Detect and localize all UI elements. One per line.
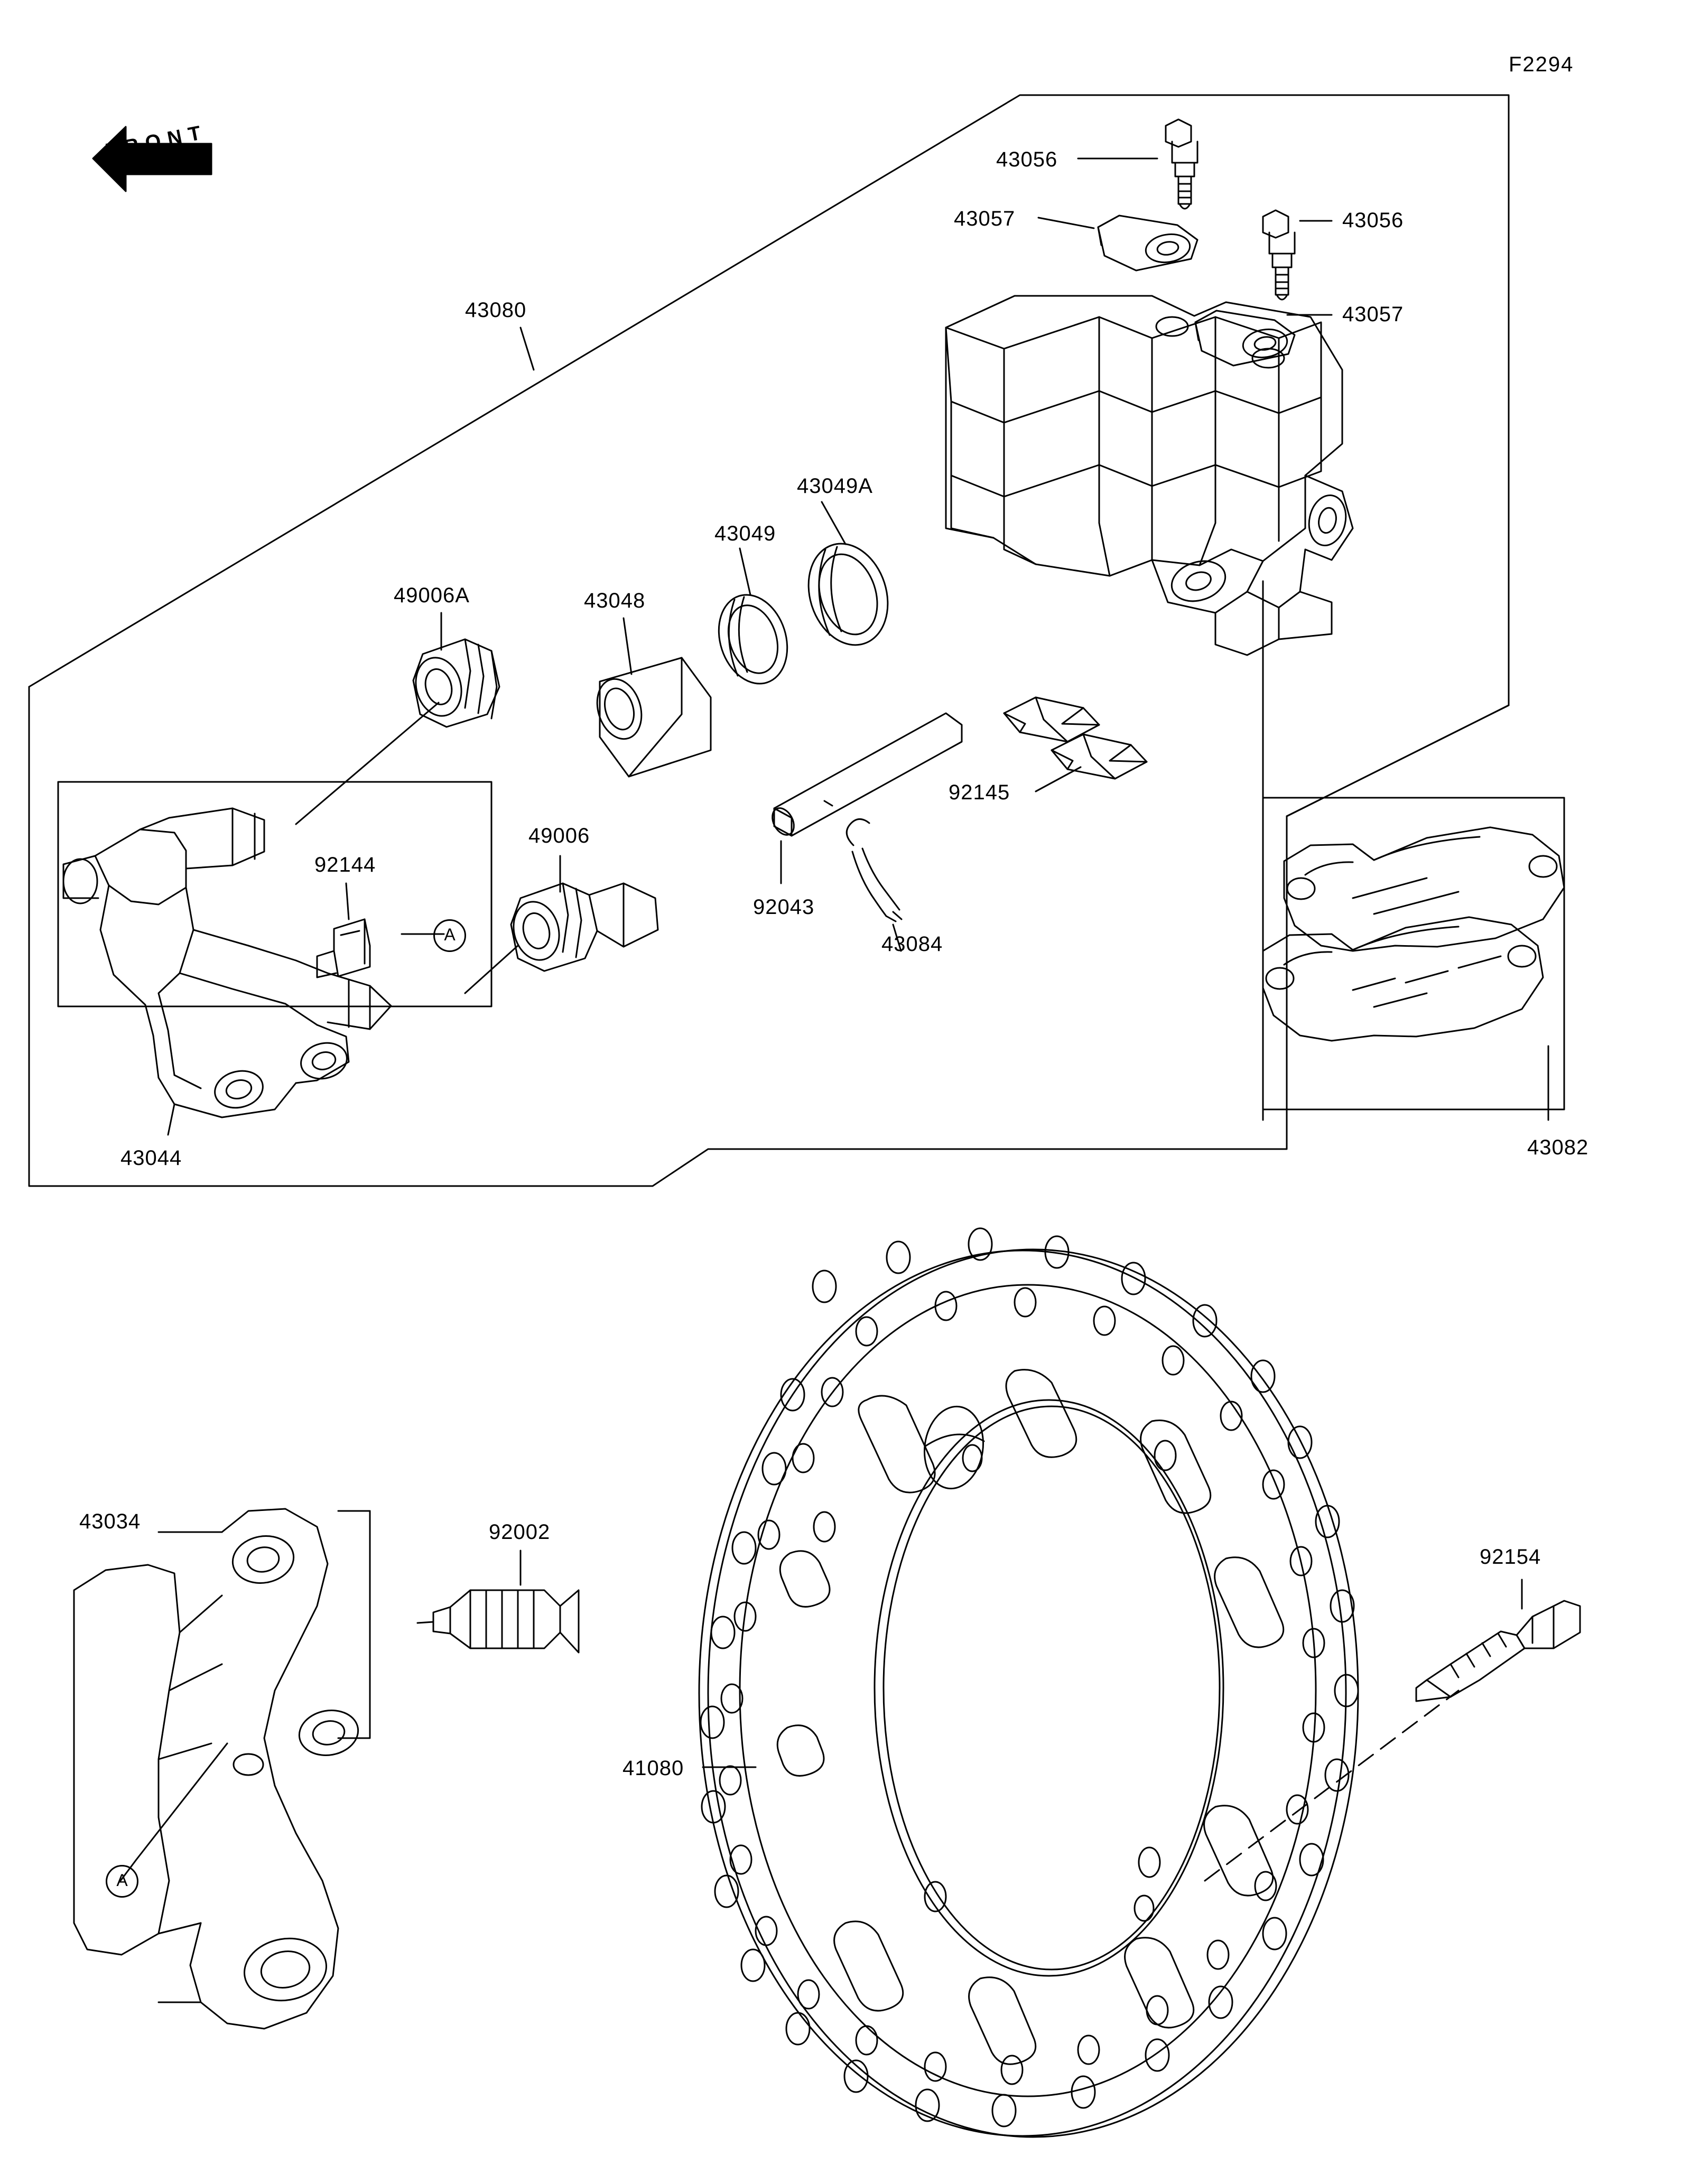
piston-seal-inner <box>708 586 798 693</box>
callout-43048: 43048 <box>584 589 646 612</box>
callout-43056-top: 43056 <box>996 148 1058 171</box>
bleed-valve-right <box>1263 210 1295 300</box>
callout-43044: 43044 <box>120 1146 182 1170</box>
leader-92145 <box>1036 767 1081 791</box>
callout-41080: 41080 <box>622 1757 684 1780</box>
callout-92154: 92154 <box>1480 1545 1541 1569</box>
bolt-group-boundary <box>338 1511 370 1738</box>
piston <box>590 658 711 777</box>
sheet-code: F2294 <box>1509 53 1574 76</box>
caliper-bracket <box>63 808 444 1135</box>
caliper-group-boundary <box>29 95 1509 1186</box>
ref-a-lower: A <box>106 1865 138 1898</box>
piston-seal-outer <box>796 534 900 656</box>
spring-clip <box>317 919 370 977</box>
bleed-valve-upper <box>1166 119 1197 209</box>
callout-92002: 92002 <box>489 1520 551 1544</box>
brake-disc <box>699 1228 1358 2137</box>
leader-43080 <box>521 328 534 370</box>
callout-49006A: 49006A <box>394 584 470 607</box>
leader-43057-left <box>1038 218 1094 228</box>
cotter-pin <box>847 819 902 921</box>
leader-92144 <box>346 883 349 919</box>
callout-92145: 92145 <box>949 781 1010 804</box>
callout-43082: 43082 <box>1527 1136 1589 1159</box>
boot-upper <box>410 639 499 727</box>
leader-43049 <box>740 548 750 595</box>
callout-43080: 43080 <box>465 298 527 322</box>
callout-43049A: 43049A <box>797 474 873 498</box>
callout-43056-right: 43056 <box>1342 209 1404 232</box>
callout-92043: 92043 <box>753 895 815 919</box>
leader-43044 <box>168 1104 174 1135</box>
disc-bolt <box>1416 1601 1580 1701</box>
torque-link <box>74 1509 361 2029</box>
mount-bolt <box>417 1590 579 1653</box>
leader-49006A-to-bracket <box>296 703 439 824</box>
callout-43084: 43084 <box>881 932 943 956</box>
callout-43057-left: 43057 <box>954 207 1016 230</box>
callout-43057-right: 43057 <box>1342 303 1404 326</box>
callout-92144: 92144 <box>314 853 376 876</box>
callout-43034: 43034 <box>79 1510 141 1533</box>
leader-43049A <box>822 502 846 544</box>
ref-a-upper: A <box>433 919 466 952</box>
callout-49006: 49006 <box>528 824 590 847</box>
bracket-subgroup-boundary <box>58 782 491 1006</box>
disc-bolt-centerline <box>1205 1691 1458 1881</box>
callout-43049: 43049 <box>714 522 776 545</box>
boot-lower <box>507 883 658 971</box>
leader-43048 <box>624 618 631 674</box>
front-badge-text: FRONT <box>104 120 210 163</box>
caliper-body <box>946 296 1353 655</box>
leader-ref-a-lower <box>136 1743 227 1860</box>
bleed-cap-left <box>1098 216 1197 270</box>
